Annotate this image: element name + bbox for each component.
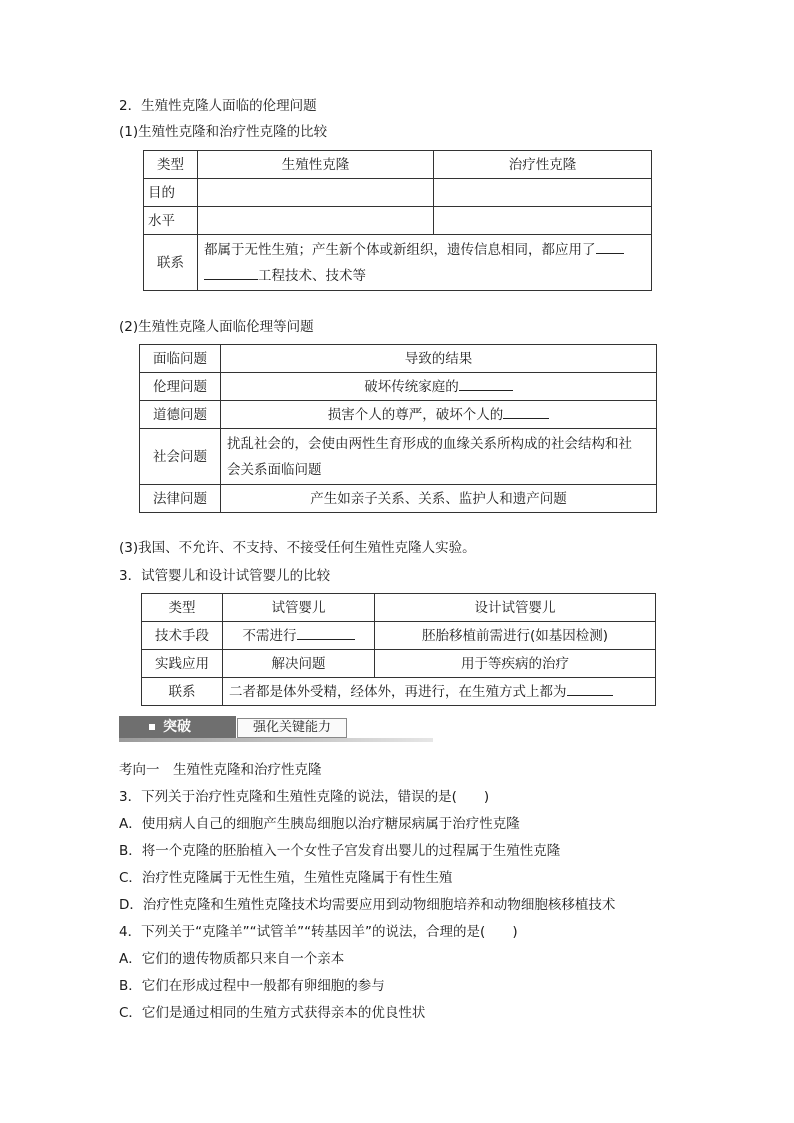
question-4: 4．下列关于“克隆羊”“试管羊”“转基因羊”的说法，合理的是( ) — [119, 924, 518, 940]
t2-row-social: 社会问题 — [140, 429, 221, 485]
subsection-3-line: (3)我国、不允许、不支持、不接受任何生殖性克隆人实验。 — [119, 540, 476, 556]
section-2-title: 2．生殖性克隆人面临的伦理问题 — [119, 98, 317, 114]
t2-moral-text: 损害个人的尊严，破坏个人的 — [327, 406, 504, 423]
t1-connection-text-b: 工程技术、技术等 — [258, 267, 366, 284]
t1-row-level: 水平 — [144, 207, 198, 235]
t2-ethics-cell — [221, 373, 657, 401]
question-3-option-a: A．使用病人自己的细胞产生胰岛细胞以治疗糖尿病属于治疗性克隆 — [119, 816, 520, 832]
t1-cell-empty — [198, 179, 434, 207]
fill-blank — [596, 239, 624, 254]
t2-social-text-b: 会关系面临问题 — [227, 461, 322, 478]
fill-blank — [567, 681, 613, 696]
t2-ethics-text: 破坏传统家庭的 — [364, 378, 459, 395]
question-4-option-b: B．它们在形成过程中一般都有卵细胞的参与 — [119, 978, 385, 994]
t1-cell-empty — [434, 179, 652, 207]
section-banner — [119, 716, 433, 741]
banner-main — [119, 716, 236, 738]
t3-header-designer-ivf: 设计试管婴儿 — [375, 594, 656, 622]
direction-1-heading: 考向一 生殖性克隆和治疗性克隆 — [119, 762, 322, 778]
square-bullet-icon — [149, 724, 155, 730]
t3-technique-ivf — [223, 622, 375, 650]
ivf-comparison-table — [141, 593, 656, 706]
t3-application-ivf: 解决问题 — [223, 650, 375, 678]
t2-social-text-a: 扰乱社会的，会使由两性生育形成的血缘关系所构成的社会结构和社 — [227, 435, 632, 452]
t3-header-type: 类型 — [142, 594, 223, 622]
t3-connection-cell — [223, 678, 656, 706]
t1-header-reproductive: 生殖性克隆 — [198, 151, 434, 179]
t3-row-connection: 联系 — [142, 678, 223, 706]
t1-connection-cell — [198, 235, 652, 291]
subsection-2-title: (2)生殖性克隆人面临伦理等问题 — [119, 319, 314, 335]
question-3-option-d: D．治疗性克隆和生殖性克隆技术均需要应用到动物细胞培养和动物细胞核移植技术 — [119, 897, 616, 913]
question-4-option-c: C．它们是通过相同的生殖方式获得亲本的优良性状 — [119, 1005, 426, 1021]
fill-blank — [297, 625, 355, 640]
t2-row-ethics: 伦理问题 — [140, 373, 221, 401]
t1-connection-text-a: 都属于无性生殖；产生新个体或新组织，遗传信息相同，都应用了 — [204, 241, 596, 258]
t1-cell-empty — [434, 207, 652, 235]
ethics-table — [139, 344, 657, 513]
t3-row-application: 实践应用 — [142, 650, 223, 678]
section-3-title: 3．试管婴儿和设计试管婴儿的比较 — [119, 568, 331, 584]
t3-row-technique: 技术手段 — [142, 622, 223, 650]
banner-main-text: 突破 — [163, 719, 191, 735]
t1-header-therapeutic: 治疗性克隆 — [434, 151, 652, 179]
fill-blank — [459, 376, 513, 391]
question-3-option-c: C．治疗性克隆属于无性生殖，生殖性克隆属于有性生殖 — [119, 870, 453, 886]
t3-header-ivf: 试管婴儿 — [223, 594, 375, 622]
question-3: 3．下列关于治疗性克隆和生殖性克隆的说法，错误的是( ) — [119, 789, 490, 805]
t3-connection-text: 二者都是体外受精，经体外，再进行，在生殖方式上都为 — [229, 683, 567, 700]
question-3-option-b: B．将一个克隆的胚胎植入一个女性子宫发育出婴儿的过程属于生殖性克隆 — [119, 843, 561, 859]
subsection-1-title: (1)生殖性克隆和治疗性克隆的比较 — [119, 124, 328, 140]
t1-row-purpose: 目的 — [144, 179, 198, 207]
fill-blank — [204, 265, 258, 280]
t2-header-issue: 面临问题 — [140, 345, 221, 373]
t3-technique-ivf-text: 不需进行 — [242, 627, 297, 644]
fill-blank — [503, 404, 549, 419]
t3-technique-designer: 胚胎移植前需进行(如基因检测) — [375, 622, 656, 650]
cloning-comparison-table — [143, 150, 652, 291]
t2-row-legal: 法律问题 — [140, 485, 221, 513]
t2-legal-text: 产生如亲子关系、关系、监护人和遗产问题 — [221, 485, 657, 513]
t1-header-type: 类型 — [144, 151, 198, 179]
t2-social-cell — [221, 429, 657, 485]
t2-moral-cell — [221, 401, 657, 429]
t2-row-moral: 道德问题 — [140, 401, 221, 429]
banner-sub: 强化关键能力 — [237, 718, 347, 738]
t2-header-result: 导致的结果 — [221, 345, 657, 373]
t1-cell-empty — [198, 207, 434, 235]
banner-rule — [119, 738, 433, 742]
t1-row-connection: 联系 — [144, 235, 198, 291]
question-4-option-a: A．它们的遗传物质都只来自一个亲本 — [119, 951, 345, 967]
t3-application-designer: 用于等疾病的治疗 — [375, 650, 656, 678]
